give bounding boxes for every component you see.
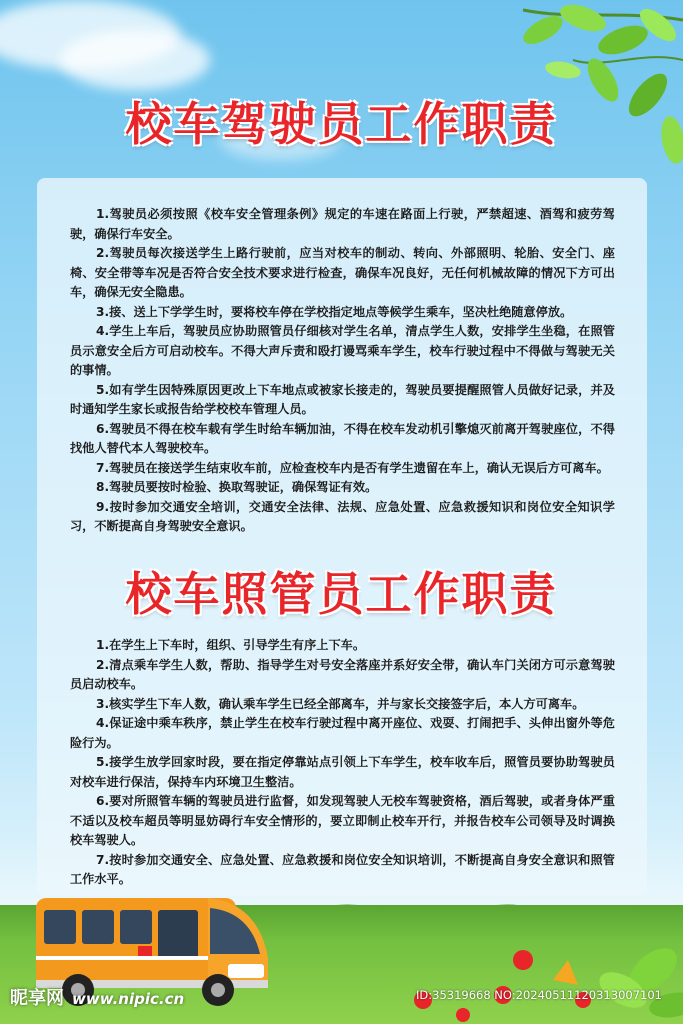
flowers-decoration — [383, 930, 683, 1024]
list-item: 6.驾驶员不得在校车载有学生时给车辆加油，不得在校车发动机引擎熄灭前离开驾驶座位，不得找他人替代本人驾驶校车。 — [70, 421, 615, 455]
list-item: 7.驾驶员在接送学生结束收车前，应检查校车内是否有学生遗留在车上，确认无误后方可离车。 — [96, 460, 609, 475]
watermark-brand-text: 昵享网 — [10, 988, 64, 1009]
attendant-duties-title: 校车照管员工作职责 — [125, 567, 558, 621]
list-item: 2.清点乘车学生人数，帮助、指导学生对号安全落座并系好安全带，确认车门关闭方可示意驾驶员启动校车。 — [70, 657, 615, 691]
list-item: 1.在学生上下车时，组织、引导学生有序上下车。 — [96, 638, 366, 652]
list-item: 4.保证途中乘车秩序，禁止学生在校车行驶过程中离开座位、戏耍、打闹把手、头伸出窗外等危险行为。 — [70, 716, 615, 750]
cloud-2 — [60, 30, 210, 90]
watermark-url: www.nipic.cn — [72, 990, 185, 1008]
attendant-duties-list — [70, 636, 615, 890]
watermark-id: ID:35319668 NO:20240511120313007101 — [416, 988, 662, 1002]
list-item: 7.按时参加交通安全、应急处置、应急救援和岗位安全知识培训，不断提高自身安全意识和照管工作水平。 — [70, 852, 615, 886]
list-item: 3.接、送上下学学生时，要将校车停在学校指定地点等候学生乘车，坚决杜绝随意停放。 — [96, 304, 573, 319]
list-item: 6.要对所照管车辆的驾驶员进行监督，如发现驾驶人无校车驾驶资格，酒后驾驶，或者身体严重不适以及校车超员等明显妨碍行车安全情形的，要立即制止校车开行，并报告校车公司领导及时调换校车驾驶人。 — [70, 794, 615, 847]
driver-duties-title: 校车驾驶员工作职责 — [125, 97, 558, 151]
list-item: 5.如有学生因特殊原因更改上下车地点或被家长接走的，驾驶员要提醒照管人员做好记录，并及时通知学生家长或报告给学校校车管理人员。 — [70, 382, 615, 416]
driver-duties-list — [70, 205, 615, 537]
list-item: 5.接学生放学回家时段，要在指定停靠站点引领上下车学生，校车收车后，照管员要协助驾驶员对校车进行保洁，保持车内环境卫生整洁。 — [70, 755, 615, 789]
list-item: 9.按时参加交通安全培训，交通安全法律、法规、应急处置、应急救援知识和岗位安全知识学习，不断提高自身驾驶安全意识。 — [70, 499, 615, 533]
watermark-brand — [10, 984, 184, 1010]
list-item: 3.核实学生下车人数，确认乘车学生已经全部离车，并与家长交接签字后，本人方可离车。 — [96, 696, 585, 711]
list-item: 8.驾驶员要按时检验、换取驾驶证，确保驾证有效。 — [96, 480, 378, 494]
list-item: 2.驾驶员每次接送学生上路行驶前，应当对校车的制动、转向、外部照明、轮胎、安全门、座椅、安全带等车况是否符合安全技术要求进行检查，确保车况良好，无任何机械故障的情况下方可出车，确保无安全隐患。 — [70, 246, 615, 299]
list-item: 4.学生上车后，驾驶员应协助照管员仔细核对学生名单，清点学生人数，安排学生坐稳，在照管员示意安全后方可启动校车。不得大声斥责和殴打谩骂乘车学生，校车行驶过程中不得做与驾驶无关的事情。 — [70, 324, 615, 377]
list-item: 1.驾驶员必须按照《校车安全管理条例》规定的车速在路面上行驶，严禁超速、酒驾和疲劳驾驶，确保行车安全。 — [70, 207, 615, 241]
